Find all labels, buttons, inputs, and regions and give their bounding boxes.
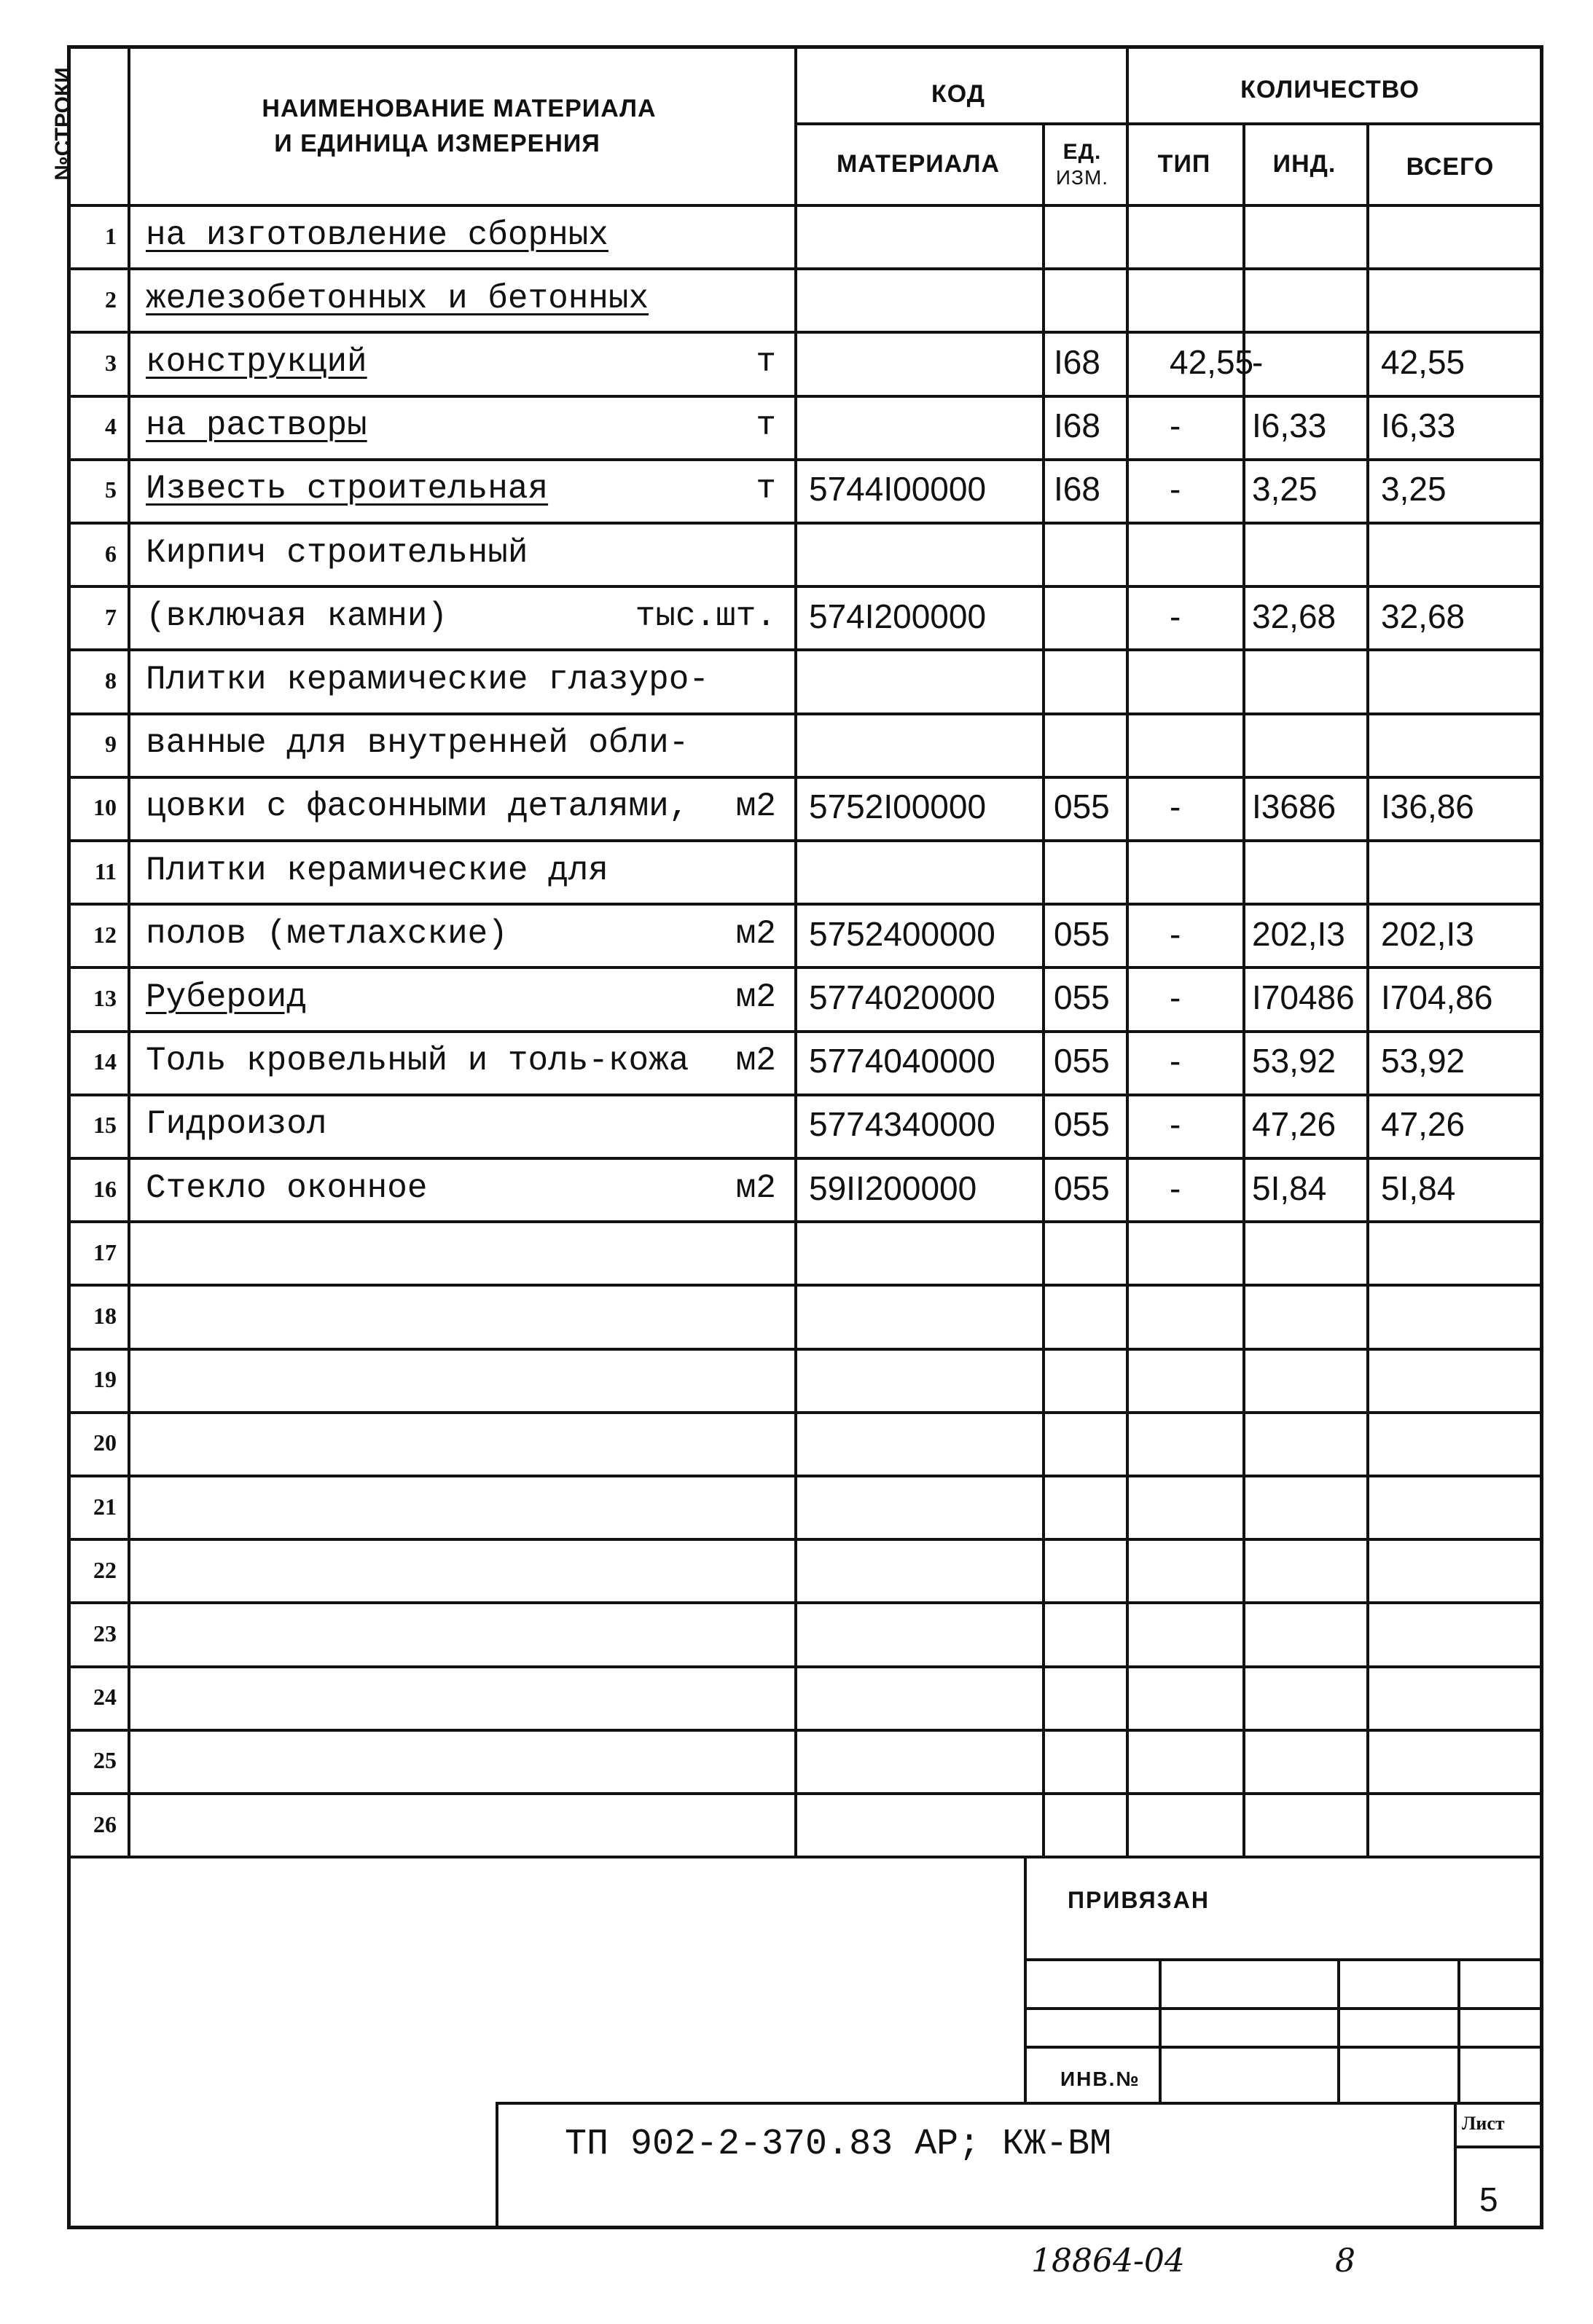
- qty-type-header: ТИП: [1157, 150, 1211, 178]
- quantity-total: 42,55: [1381, 343, 1465, 381]
- unit-header-line2: ИЗМ.: [1055, 166, 1109, 189]
- grid-line: [1024, 1958, 1541, 1961]
- material-name: Кирпич строительный: [146, 533, 528, 572]
- row-number: 1: [105, 222, 117, 249]
- sheet-number: 5: [1479, 2180, 1498, 2218]
- grid-line: [67, 1220, 1541, 1223]
- grid-line: [67, 903, 1541, 906]
- grid-line: [67, 1348, 1541, 1351]
- quantity-individual: I6,33: [1252, 407, 1327, 445]
- quantity-individual: I70486: [1252, 978, 1355, 1016]
- row-number: 23: [93, 1620, 117, 1646]
- grid-line: [67, 1475, 1541, 1477]
- material-name: ванные для внутренней обли-: [146, 724, 689, 763]
- material-name: железобетонных и бетонных: [146, 279, 649, 318]
- material-name: конструкций: [146, 343, 367, 381]
- row-number: 12: [93, 921, 117, 948]
- quantity-total: 3,25: [1381, 470, 1447, 509]
- material-name: Толь кровельный и толь-кожа: [146, 1042, 689, 1080]
- unit-code: 055: [1054, 1042, 1110, 1080]
- material-code: 5774340000: [809, 1105, 995, 1144]
- quantity-type: -: [1170, 597, 1181, 635]
- unit-label: м2: [735, 1169, 776, 1207]
- grid-line: [67, 966, 1541, 969]
- row-number: 7: [105, 603, 117, 630]
- row-number: 25: [93, 1747, 117, 1774]
- row-number: 14: [93, 1048, 117, 1075]
- grid-line: [496, 2102, 498, 2229]
- quantity-total: 53,92: [1381, 1042, 1465, 1080]
- unit-code: I68: [1054, 343, 1100, 381]
- row-number: 18: [93, 1303, 117, 1329]
- material-name: Гидроизол: [146, 1105, 327, 1144]
- row-number: 8: [105, 667, 117, 694]
- material-code: 5752400000: [809, 914, 995, 953]
- quantity-type: -: [1170, 914, 1181, 953]
- unit-label: м2: [735, 788, 776, 826]
- grid-line: [67, 1601, 1541, 1604]
- grid-line: [1366, 122, 1369, 1856]
- grid-line: [1024, 2046, 1541, 2049]
- unit-label: т: [756, 343, 776, 381]
- material-code: 59II200000: [809, 1169, 977, 1207]
- material-code: 5774020000: [809, 978, 995, 1016]
- material-name: Стекло оконное: [146, 1169, 428, 1207]
- grid-line: [1159, 1958, 1162, 2102]
- unit-label: м2: [735, 978, 776, 1016]
- grid-line: [67, 585, 1541, 588]
- quantity-type: -: [1170, 470, 1181, 509]
- material-name: Плитки керамические для: [146, 851, 608, 890]
- unit-label: м2: [735, 914, 776, 953]
- row-number: 22: [93, 1556, 117, 1583]
- grid-line: [67, 267, 1541, 270]
- grid-line: [67, 839, 1541, 842]
- grid-line: [67, 204, 1541, 207]
- quantity-individual: 5I,84: [1252, 1169, 1327, 1207]
- unit-label: м2: [735, 1042, 776, 1080]
- grid-line: [1242, 122, 1245, 1856]
- grid-line: [1042, 122, 1045, 1856]
- row-number: 2: [105, 286, 117, 313]
- unit-code: 055: [1054, 788, 1110, 826]
- row-number-header: №СТРОКИ: [51, 67, 75, 181]
- quantity-type: -: [1170, 788, 1181, 826]
- grid-line: [1024, 2007, 1541, 2010]
- grid-line: [67, 1729, 1541, 1732]
- material-name: Рубероид: [146, 978, 307, 1016]
- handwritten-archive-number: 18864-04: [1031, 2242, 1185, 2280]
- grid-line: [67, 712, 1541, 715]
- quantity-total: 32,68: [1381, 597, 1465, 635]
- unit-code: 055: [1054, 978, 1110, 1016]
- tied-label: ПРИВЯЗАН: [1068, 1887, 1210, 1913]
- unit-code: I68: [1054, 407, 1100, 445]
- quantity-total: 5I,84: [1381, 1169, 1456, 1207]
- material-name: Известь строительная: [146, 470, 549, 509]
- material-code: 5752I00000: [809, 788, 987, 826]
- material-name: Плитки керамические глазуро-: [146, 661, 709, 699]
- row-number: 5: [105, 476, 117, 503]
- row-number: 9: [105, 731, 117, 758]
- quantity-total: I36,86: [1381, 788, 1474, 826]
- material-name: на изготовление сборных: [146, 216, 608, 254]
- row-number: 26: [93, 1810, 117, 1837]
- quantity-type: -: [1170, 1105, 1181, 1144]
- qty-total-header: ВСЕГО: [1406, 153, 1495, 181]
- grid-line: [1337, 1958, 1340, 2102]
- row-number: 24: [93, 1684, 117, 1711]
- unit-label: тыс.шт.: [635, 597, 776, 635]
- material-code: 5774040000: [809, 1042, 995, 1080]
- row-number: 10: [93, 794, 117, 821]
- grid-line: [1024, 1856, 1027, 2102]
- grid-line: [67, 776, 1541, 779]
- row-number: 16: [93, 1175, 117, 1202]
- row-number: 17: [93, 1238, 117, 1265]
- grid-line: [67, 1856, 1541, 1858]
- quantity-type: 42,55: [1170, 343, 1254, 381]
- quantity-individual: 202,I3: [1252, 914, 1345, 953]
- unit-code: I68: [1054, 470, 1100, 509]
- material-code: 5744I00000: [809, 470, 987, 509]
- material-name: полов (метлахские): [146, 914, 508, 953]
- quantity-type: -: [1170, 978, 1181, 1016]
- grid-line: [67, 1665, 1541, 1668]
- quantity-individual: -: [1252, 343, 1264, 381]
- qty-ind-header: ИНД.: [1272, 150, 1336, 178]
- unit-code: 055: [1054, 1169, 1110, 1207]
- grid-line: [67, 648, 1541, 651]
- row-number: 13: [93, 985, 117, 1011]
- grid-line: [794, 45, 797, 1856]
- row-number: 6: [105, 540, 117, 567]
- grid-line: [67, 1094, 1541, 1096]
- row-number: 19: [93, 1366, 117, 1393]
- row-number: 4: [105, 413, 117, 440]
- quantity-total: 202,I3: [1381, 914, 1474, 953]
- grid-line: [1126, 45, 1129, 1856]
- material-name: на растворы: [146, 407, 367, 445]
- quantity-type: -: [1170, 1042, 1181, 1080]
- row-number: 20: [93, 1429, 117, 1456]
- unit-code: 055: [1054, 914, 1110, 953]
- grid-line: [67, 1538, 1541, 1541]
- row-number: 21: [93, 1493, 117, 1520]
- grid-line: [67, 395, 1541, 398]
- grid-line: [67, 1157, 1541, 1160]
- document-code: ТП 902-2-370.83 АР; КЖ-ВМ: [565, 2124, 1112, 2165]
- material-name: (включая камни): [146, 597, 448, 635]
- grid-line: [67, 522, 1541, 525]
- name-header-line2: И ЕДИНИЦА ИЗМЕРЕНИЯ: [274, 130, 600, 157]
- grid-line: [496, 2102, 1541, 2105]
- quantity-total: I6,33: [1381, 407, 1456, 445]
- code-group-header: КОД: [931, 80, 985, 108]
- unit-label: т: [756, 470, 776, 509]
- quantity-total: 47,26: [1381, 1105, 1465, 1144]
- quantity-type: -: [1170, 407, 1181, 445]
- quantity-individual: I3686: [1252, 788, 1336, 826]
- sheet-label: Лист: [1462, 2113, 1505, 2134]
- quantity-group-header: КОЛИЧЕСТВО: [1240, 76, 1420, 103]
- row-number: 11: [94, 857, 117, 884]
- grid-line: [1457, 1958, 1460, 2102]
- unit-label: т: [756, 407, 776, 445]
- grid-line: [67, 1030, 1541, 1033]
- quantity-individual: 47,26: [1252, 1105, 1336, 1144]
- row-number: 15: [93, 1112, 117, 1139]
- grid-line: [67, 1284, 1541, 1287]
- quantity-type: -: [1170, 1169, 1181, 1207]
- grid-line: [67, 1411, 1541, 1414]
- grid-line: [67, 458, 1541, 461]
- grid-line: [1454, 2146, 1541, 2148]
- row-number: 3: [105, 350, 117, 376]
- code-material-header: МАТЕРИАЛА: [836, 150, 1001, 178]
- quantity-individual: 32,68: [1252, 597, 1336, 635]
- unit-code: 055: [1054, 1105, 1110, 1144]
- quantity-individual: 53,92: [1252, 1042, 1336, 1080]
- material-name: цовки с фасонными деталями,: [146, 788, 689, 826]
- name-header-line1: НАИМЕНОВАНИЕ МАТЕРИАЛА: [262, 95, 657, 122]
- grid-line: [794, 122, 1541, 125]
- quantity-individual: 3,25: [1252, 470, 1318, 509]
- quantity-total: I704,86: [1381, 978, 1493, 1016]
- grid-line: [67, 331, 1541, 334]
- inventory-number-label: ИНВ.№: [1060, 2068, 1140, 2090]
- grid-line: [128, 45, 130, 1856]
- unit-header-line1: ЕД.: [1062, 140, 1102, 164]
- grid-line: [67, 1792, 1541, 1795]
- material-code: 574I200000: [809, 597, 987, 635]
- handwritten-page-mark: 8: [1335, 2242, 1355, 2280]
- grid-line: [1454, 2102, 1457, 2229]
